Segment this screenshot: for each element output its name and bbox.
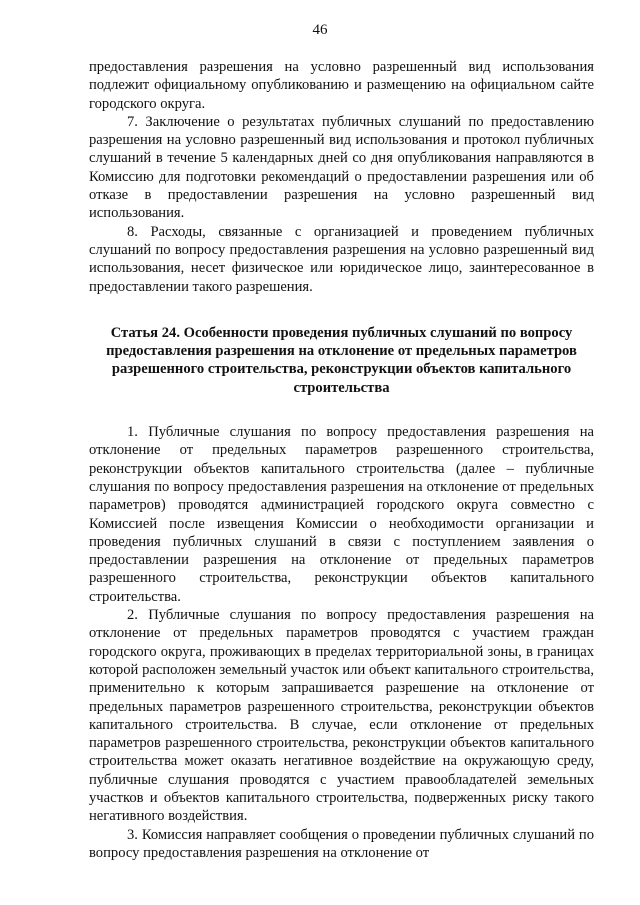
paragraph-item-8: 8. Расходы, связанные с организацией и проведением публичных слушаний по вопросу предоставления разрешения на условно разрешенный вид использования, несет физическое или юридическое лицо, заинтересованное в предоставлении такого разрешения. bbox=[89, 223, 594, 295]
paragraph-item-7: 7. Заключение о результатах публичных слушаний по предоставлению разрешения на условно разрешенный вид использования и протокол публичных слушаний в течение 5 календарных дней со дня опубликования направляются в Комиссию для подготовки рекомендаций о предоставлении разрешения или об отказе в предоставлении разрешения на условно разрешенный вид использования. bbox=[89, 113, 594, 222]
article-heading: Статья 24. Особенности проведения публичных слушаний по вопросу предоставления разрешения на отклонение от предельных параметров разрешенного строительства, реконструкции объектов капитального строительства bbox=[106, 324, 577, 396]
paragraph-article-item-2: 2. Публичные слушания по вопросу предоставления разрешения на отклонение от предельных параметров проводятся с участием граждан городского округа, проживающих в пределах территориальной зоны, в границах которой расположен земельный участок или объект капитального строительства, применительно к которым запрашивается разрешение на отклонение от предельных параметров разрешенного строительства, реконструкции объектов капитального строительства. В случае, если отклонение от предельных параметров разрешенного строительства, реконструкции объектов капитального строительства может оказать негативное воздействие на окружающую среду, публичные слушания проводятся с участием правообладателей земельных участков и объектов капитального строительства, подверженных риску такого негативного воздействия. bbox=[89, 607, 594, 825]
page-number: 46 bbox=[312, 22, 328, 38]
paragraph-continuation: предоставления разрешения на условно разрешенный вид использования подлежит официальному опубликованию и размещению на официальном сайте городского округа. bbox=[89, 59, 594, 112]
paragraph-article-item-1: 1. Публичные слушания по вопросу предоставления разрешения на отклонение от предельных параметров разрешенного строительства, реконструкции объектов капитального строительства (далее – публичные слушания по вопросу предоставления разрешения на отклонение от предельных параметров) проводятся администрацией городского округа совместно с Комиссией после извещения Комиссии о необходимости организации и проведения публичных слушаний в связи с поступлением заявления о предоставлении разрешения на отклонение от предельных параметров разрешенного строительства, реконструкции объектов капитального строительства. bbox=[89, 424, 594, 605]
paragraph-article-item-3: 3. Комиссия направляет сообщения о проведении публичных слушаний по вопросу предоставления разрешения на отклонение от bbox=[89, 826, 594, 861]
page-content bbox=[89, 58, 594, 862]
